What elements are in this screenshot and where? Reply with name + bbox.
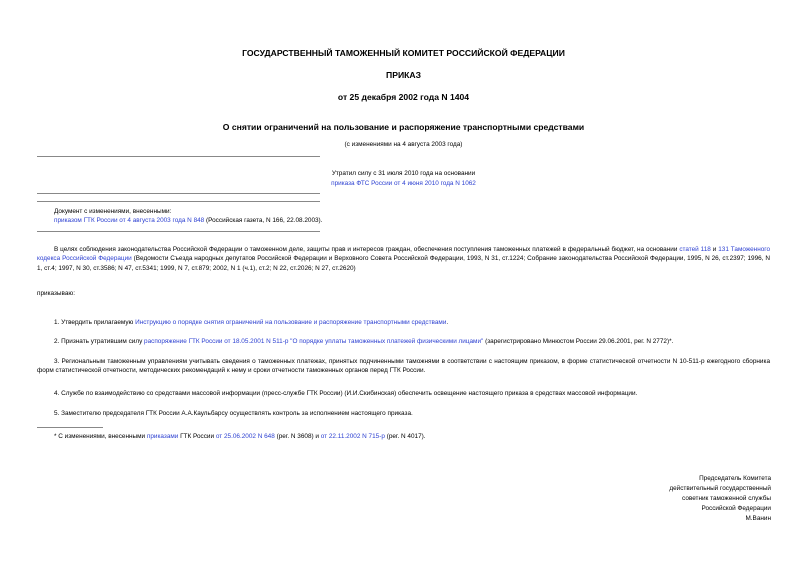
- signature-block: Председатель Комитета действительный государственный советник таможенной службы Российской Федерации М.Ванин: [669, 475, 771, 522]
- changes-link[interactable]: приказом ГТК России от 4 августа 2003 года N 848: [54, 217, 205, 224]
- item-1: 1. Утвердить прилагаемую Инструкцию о порядке снятия ограничений на пользование и распоряжение транспортными средствами.: [54, 319, 449, 326]
- preamble-paragraph: В целях соблюдения законодательства Российской Федерации о таможенном деле, защиты прав и интересов граждан, обеспечения поступления таможенных платежей в федеральный бюджет, на основании статей 118 и 131 Таможенного кодекса Российской Федерации (Ведомости Съезда народных депутатов Российской Федерации и Верховного Совета Российской Федерации, 1993, N 31, ст.1224; Собрание законодательства Российской Федерации, 1995, N 26, ст.2397; 1996, N 1, ст.4; 1997, N 30, ст.3586; N 47, ст.5341; 1999, N 7, ст.879; 2002, N 1 (ч.1), ст.2; N 22, ст.2026; N 27, ст.2620): [37, 246, 771, 272]
- divider: [37, 156, 320, 157]
- footnote: * С изменениями, внесенными приказами ГТК России от 25.06.2002 N 648 (рег. N 3608) и от 22.11.2002 N 715-р (рег. N 4017).: [54, 433, 426, 440]
- doc-date-number: от 25 декабря 2002 года N 1404: [337, 92, 470, 102]
- status-text: Утратил силу с 31 июля 2010 года на основании: [331, 170, 476, 177]
- instruction-link[interactable]: Инструкцию о порядке снятия ограничений на пользование и распоряжение транспортными средствами: [135, 319, 447, 326]
- signatory-name: М.Ванин: [745, 515, 771, 522]
- article-118-link[interactable]: статей 118: [679, 246, 711, 253]
- footnote-link-715[interactable]: от 22.11.2002 N 715-р: [320, 433, 385, 440]
- status-link[interactable]: приказа ФТС России от 4 июня 2010 года N 1062: [331, 180, 476, 187]
- order-511-link[interactable]: распоряжение ГТК России от 18.05.2001 N 511-р "О порядке уплаты таможенных платежей физическими лицами": [144, 338, 484, 345]
- doc-subject: О снятии ограничений на пользование и распоряжение транспортными средствами: [222, 122, 585, 132]
- footnote-divider: [37, 427, 103, 428]
- order-word: приказываю:: [37, 290, 75, 297]
- footnote-link-648[interactable]: от 25.06.2002 N 648: [215, 433, 275, 440]
- divider: [37, 231, 320, 232]
- doc-type: ПРИКАЗ: [386, 70, 421, 80]
- changes-label: Документ с изменениями, внесенными:: [54, 208, 172, 215]
- footnote-link-orders[interactable]: приказами: [146, 433, 179, 440]
- changes-note: (с изменениями на 4 августа 2003 года): [344, 141, 463, 148]
- org-title: ГОСУДАРСТВЕННЫЙ ТАМОЖЕННЫЙ КОМИТЕТ РОССИЙСКОЙ ФЕДЕРАЦИИ: [242, 48, 565, 58]
- changes-source: (Российская газета, N 166, 22.08.2003).: [206, 217, 323, 224]
- item-3: 3. Региональным таможенным управлениям учитывать сведения о таможенных платежах, принятых подчиненными таможнями в соответствии с настоящим приказом, в форме статистической отчетности N 10-511-р ежегодного сборника форм статистической отчетности, методических рекомендаций к нему и сроки отчетности таможенных органов перед ГТК России.: [37, 358, 770, 375]
- article-131-link[interactable]: 131 Таможенного кодекса Российской Федерации: [37, 246, 771, 263]
- item-5: 5. Заместителю председателя ГТК России А.А.Каульбарсу осуществлять контроль за исполнением настоящего приказа.: [54, 410, 413, 417]
- divider: [37, 193, 320, 194]
- item-4: 4. Службе по взаимодействию со средствами массовой информации (пресс-службе ГТК России) (И.И.Скибинская) обеспечить освещение настоящего приказа в средствах массовой информации.: [54, 390, 638, 397]
- divider: [37, 201, 320, 202]
- item-2: 2. Признать утратившим силу распоряжение ГТК России от 18.05.2001 N 511-р "О порядке уплаты таможенных платежей физическими лицами" (зарегистрировано Минюстом России 29.06.2001, рег. N 2772)*.: [54, 338, 674, 345]
